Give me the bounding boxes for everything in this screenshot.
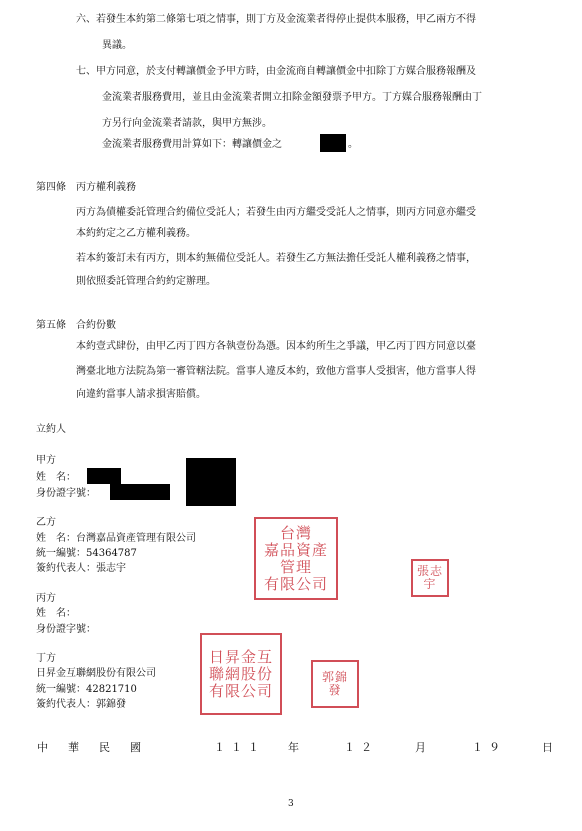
item7-line1: 七、甲方同意，於支付轉讓價金予甲方時，由金流商自轉讓價金中扣除丁方媒合服務報酬及 xyxy=(76,66,476,77)
item6-line2: 異議。 xyxy=(102,40,132,51)
seal-text: 張志 xyxy=(416,564,443,578)
party-a-id-label: 身份證字號： xyxy=(36,488,96,499)
party-b-tax-id: 統一編號：54364787 xyxy=(36,548,137,559)
redacted-percentage xyxy=(320,134,346,152)
date-month-unit: 月 xyxy=(415,741,426,754)
date-day: １９ xyxy=(472,741,506,754)
seal-text: 宇 xyxy=(423,577,437,591)
party-d-rep-seal xyxy=(311,660,359,708)
party-c-name-label: 姓 名： xyxy=(36,608,76,619)
signers-label: 立約人 xyxy=(36,424,66,435)
date-year-unit: 年 xyxy=(288,741,299,754)
item7-line4-end: 。 xyxy=(348,139,358,150)
party-a-label: 甲方 xyxy=(36,455,56,466)
party-d-company-seal xyxy=(200,633,282,715)
seal-text: 聯網股份 xyxy=(208,664,273,683)
page-number: 3 xyxy=(288,799,294,809)
party-c-label: 丙方 xyxy=(36,593,56,604)
redacted-party-a-seal xyxy=(186,458,236,506)
party-c-id-label: 身份證字號： xyxy=(36,624,96,635)
date-era-1: 中 xyxy=(37,741,48,754)
date-era-3: 民 xyxy=(99,741,110,754)
seal-text: 台灣 xyxy=(279,523,312,542)
clause4-p2-line1: 若本約簽訂未有丙方，則本約無備位受託人。若發生乙方無法擔任受託人權利義務之情事， xyxy=(76,253,476,264)
party-d-name: 日昇金互聯網股份有限公司 xyxy=(36,668,156,679)
clause5-line1: 本約壹式肆份，由甲乙丙丁四方各執壹份為憑。因本約所生之爭議，甲乙丙丁四方同意以臺 xyxy=(76,341,476,352)
date-era-2: 華 xyxy=(68,741,79,754)
party-d-label: 丁方 xyxy=(36,653,56,664)
item7-line4: 金流業者服務費用計算如下：轉讓價金之 xyxy=(102,139,282,150)
party-b-company-seal xyxy=(254,517,338,600)
seal-text: 管理 xyxy=(279,557,312,576)
seal-text: 日昇金互 xyxy=(208,647,273,666)
date-day-unit: 日 xyxy=(542,741,553,754)
clause5-line3: 向違約當事人請求損害賠償。 xyxy=(76,389,206,400)
party-b-rep-seal xyxy=(411,559,449,597)
party-b-label: 乙方 xyxy=(36,517,56,528)
party-b-representative: 簽約代表人：張志宇 xyxy=(36,563,126,574)
clause5-line2: 灣臺北地方法院為第一審管轄法院。當事人違反本約，致他方當事人受損害，他方當事人得 xyxy=(76,366,476,377)
seal-text: 有限公司 xyxy=(208,681,273,700)
clause4-p1-line2: 本約約定之乙方權利義務。 xyxy=(76,228,196,239)
clause4-p1-line1: 丙方為債權委託管理合約備位受託人；若發生由丙方繼受受託人之情事，則丙方同意亦繼受 xyxy=(76,207,476,218)
redacted-party-a-id xyxy=(110,484,170,500)
clause4-heading: 第四條 丙方權利義務 xyxy=(36,182,136,193)
party-d-representative: 簽約代表人：郭錦發 xyxy=(36,699,126,710)
seal-text: 發 xyxy=(328,683,342,697)
seal-text: 嘉品資產 xyxy=(263,540,328,559)
clause5-heading: 第五條 合約份數 xyxy=(36,320,116,331)
seal-text: 郭錦 xyxy=(321,670,348,684)
item7-line2: 金流業者服務費用，並且由金流業者開立扣除金額發票予甲方。丁方媒合服務報酬由丁 xyxy=(102,92,482,103)
clause4-p2-line2: 則依照委託管理合約約定辦理。 xyxy=(76,276,216,287)
date-era-4: 國 xyxy=(130,741,141,754)
party-b-name: 姓 名：台灣嘉品資產管理有限公司 xyxy=(36,533,196,544)
item7-line3: 方另行向金流業者請款，與甲方無涉。 xyxy=(102,118,272,129)
item6-line1: 六、若發生本約第二條第七項之情事，則丁方及金流業者得停止提供本服務，甲乙兩方不得 xyxy=(76,14,476,25)
date-year: １１１ xyxy=(214,741,265,754)
seal-text: 有限公司 xyxy=(263,574,328,593)
party-d-tax-id: 統一編號：42821710 xyxy=(36,684,137,695)
redacted-party-a-name xyxy=(87,468,121,484)
party-a-name-label: 姓 名： xyxy=(36,472,76,483)
date-month: １２ xyxy=(344,741,378,754)
